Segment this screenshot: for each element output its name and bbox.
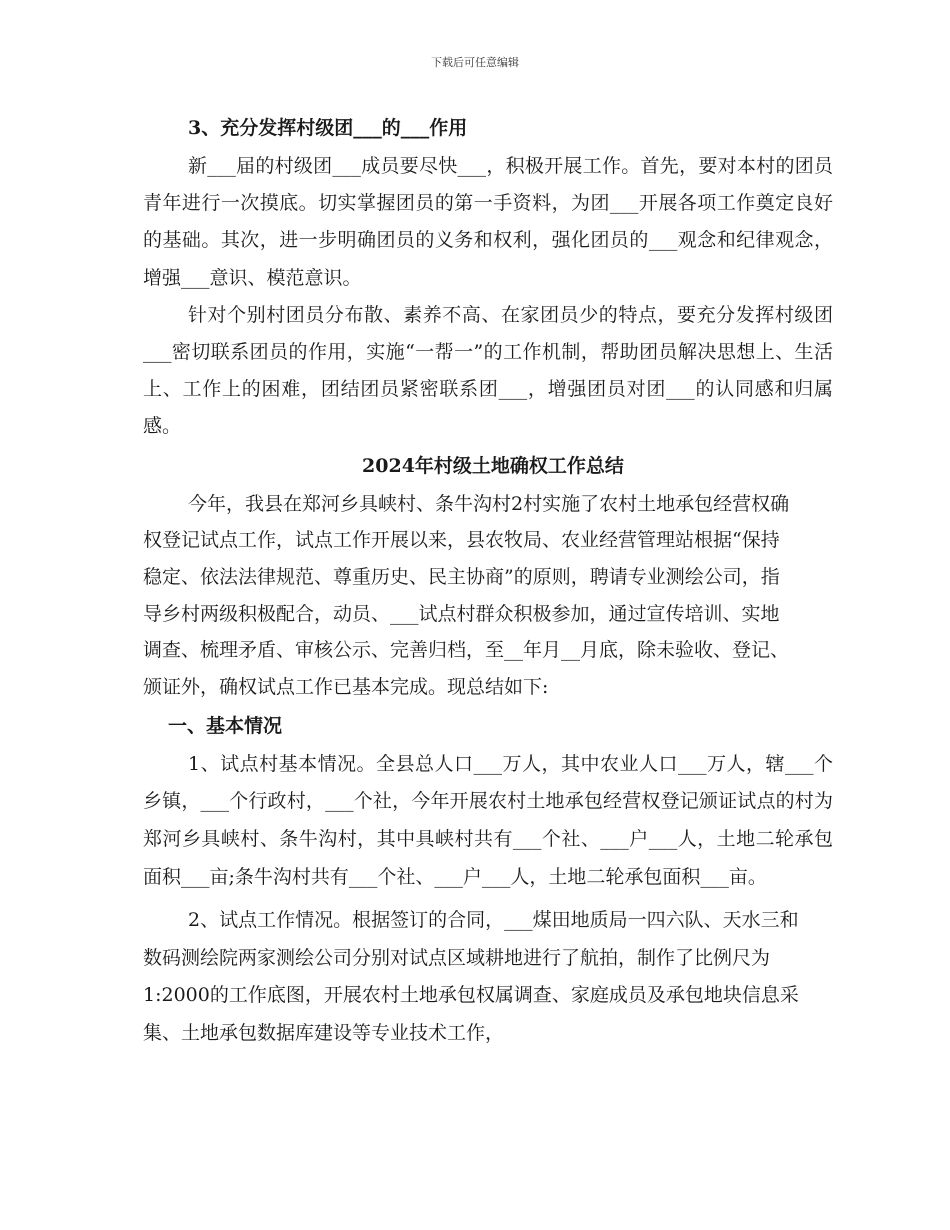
body-paragraph: 针对个别村团员分布散、素养不高、在家团员少的特点，要充分发挥村级团___密切联系团员的作用，实施“一帮一”的工作机制，帮助团员解决思想上、生活上、工作上的困难，团结团员紧密联系团___，增强团员对团___的认同感和归属感。 (143, 303, 833, 438)
document-body (143, 112, 833, 1053)
body-paragraph: 新___届的村级团___成员要尽快___，积极开展工作。首先，要对本村的团员青年进行一次摸底。切实掌握团员的第一手资料，为团___开展各项工作奠定良好的基础。其次，进一步明确团员的义务和权利，强化团员的___观念和纪律观念，增强___意识、模范意识。 (143, 155, 833, 289)
section-heading: 3、充分发挥村级团___的___作用 (188, 117, 468, 139)
page-header: 下载后可任意编辑 (431, 56, 519, 69)
subsection-heading: 一、基本情况 (168, 714, 283, 737)
document-title: 2024年村级土地确权工作总结 (362, 454, 624, 477)
list-item-paragraph: 1、试点村基本情况。全县总人口___万人，其中农业人口___万人，辖___个乡镇，___个行政村，___个社，今年开展农村土地承包经营权登记颁证试点的村为郑河乡具峡村、条牛沟村，其中具峡村共有___个社、___户___人，土地二轮承包面积___亩;条牛沟村共有___个社、___户___人，土地二轮承包面积___亩。 (143, 752, 833, 888)
list-item-paragraph: 2、试点工作情况。根据签订的合同，___煤田地质局一四六队、天水三和数码测绘院两家测绘公司分别对试点区域耕地进行了航拍，制作了比例尺为1:2000的工作底图，开展农村土地承包权属调查、家庭成员及承包地块信息采集、土地承包数据库建设等专业技术工作， (143, 909, 799, 1044)
intro-paragraph: 今年，我县在郑河乡具峡村、条牛沟村2村实施了农村土地承包经营权确权登记试点工作，试点工作开展以来，县农牧局、农业经营管理站根据“保持稳定、依法法律规范、尊重历史、民主协商”的原则，聘请专业测绘公司，指导乡村两级积极配合，动员、___试点村群众积极参加，通过宣传培训、实地调查、梳理矛盾、审核公示、完善归档，至__年月__月底，除未验收、登记、颁证外，确权试点工作已基本完成。现总结如下: (143, 492, 790, 699)
